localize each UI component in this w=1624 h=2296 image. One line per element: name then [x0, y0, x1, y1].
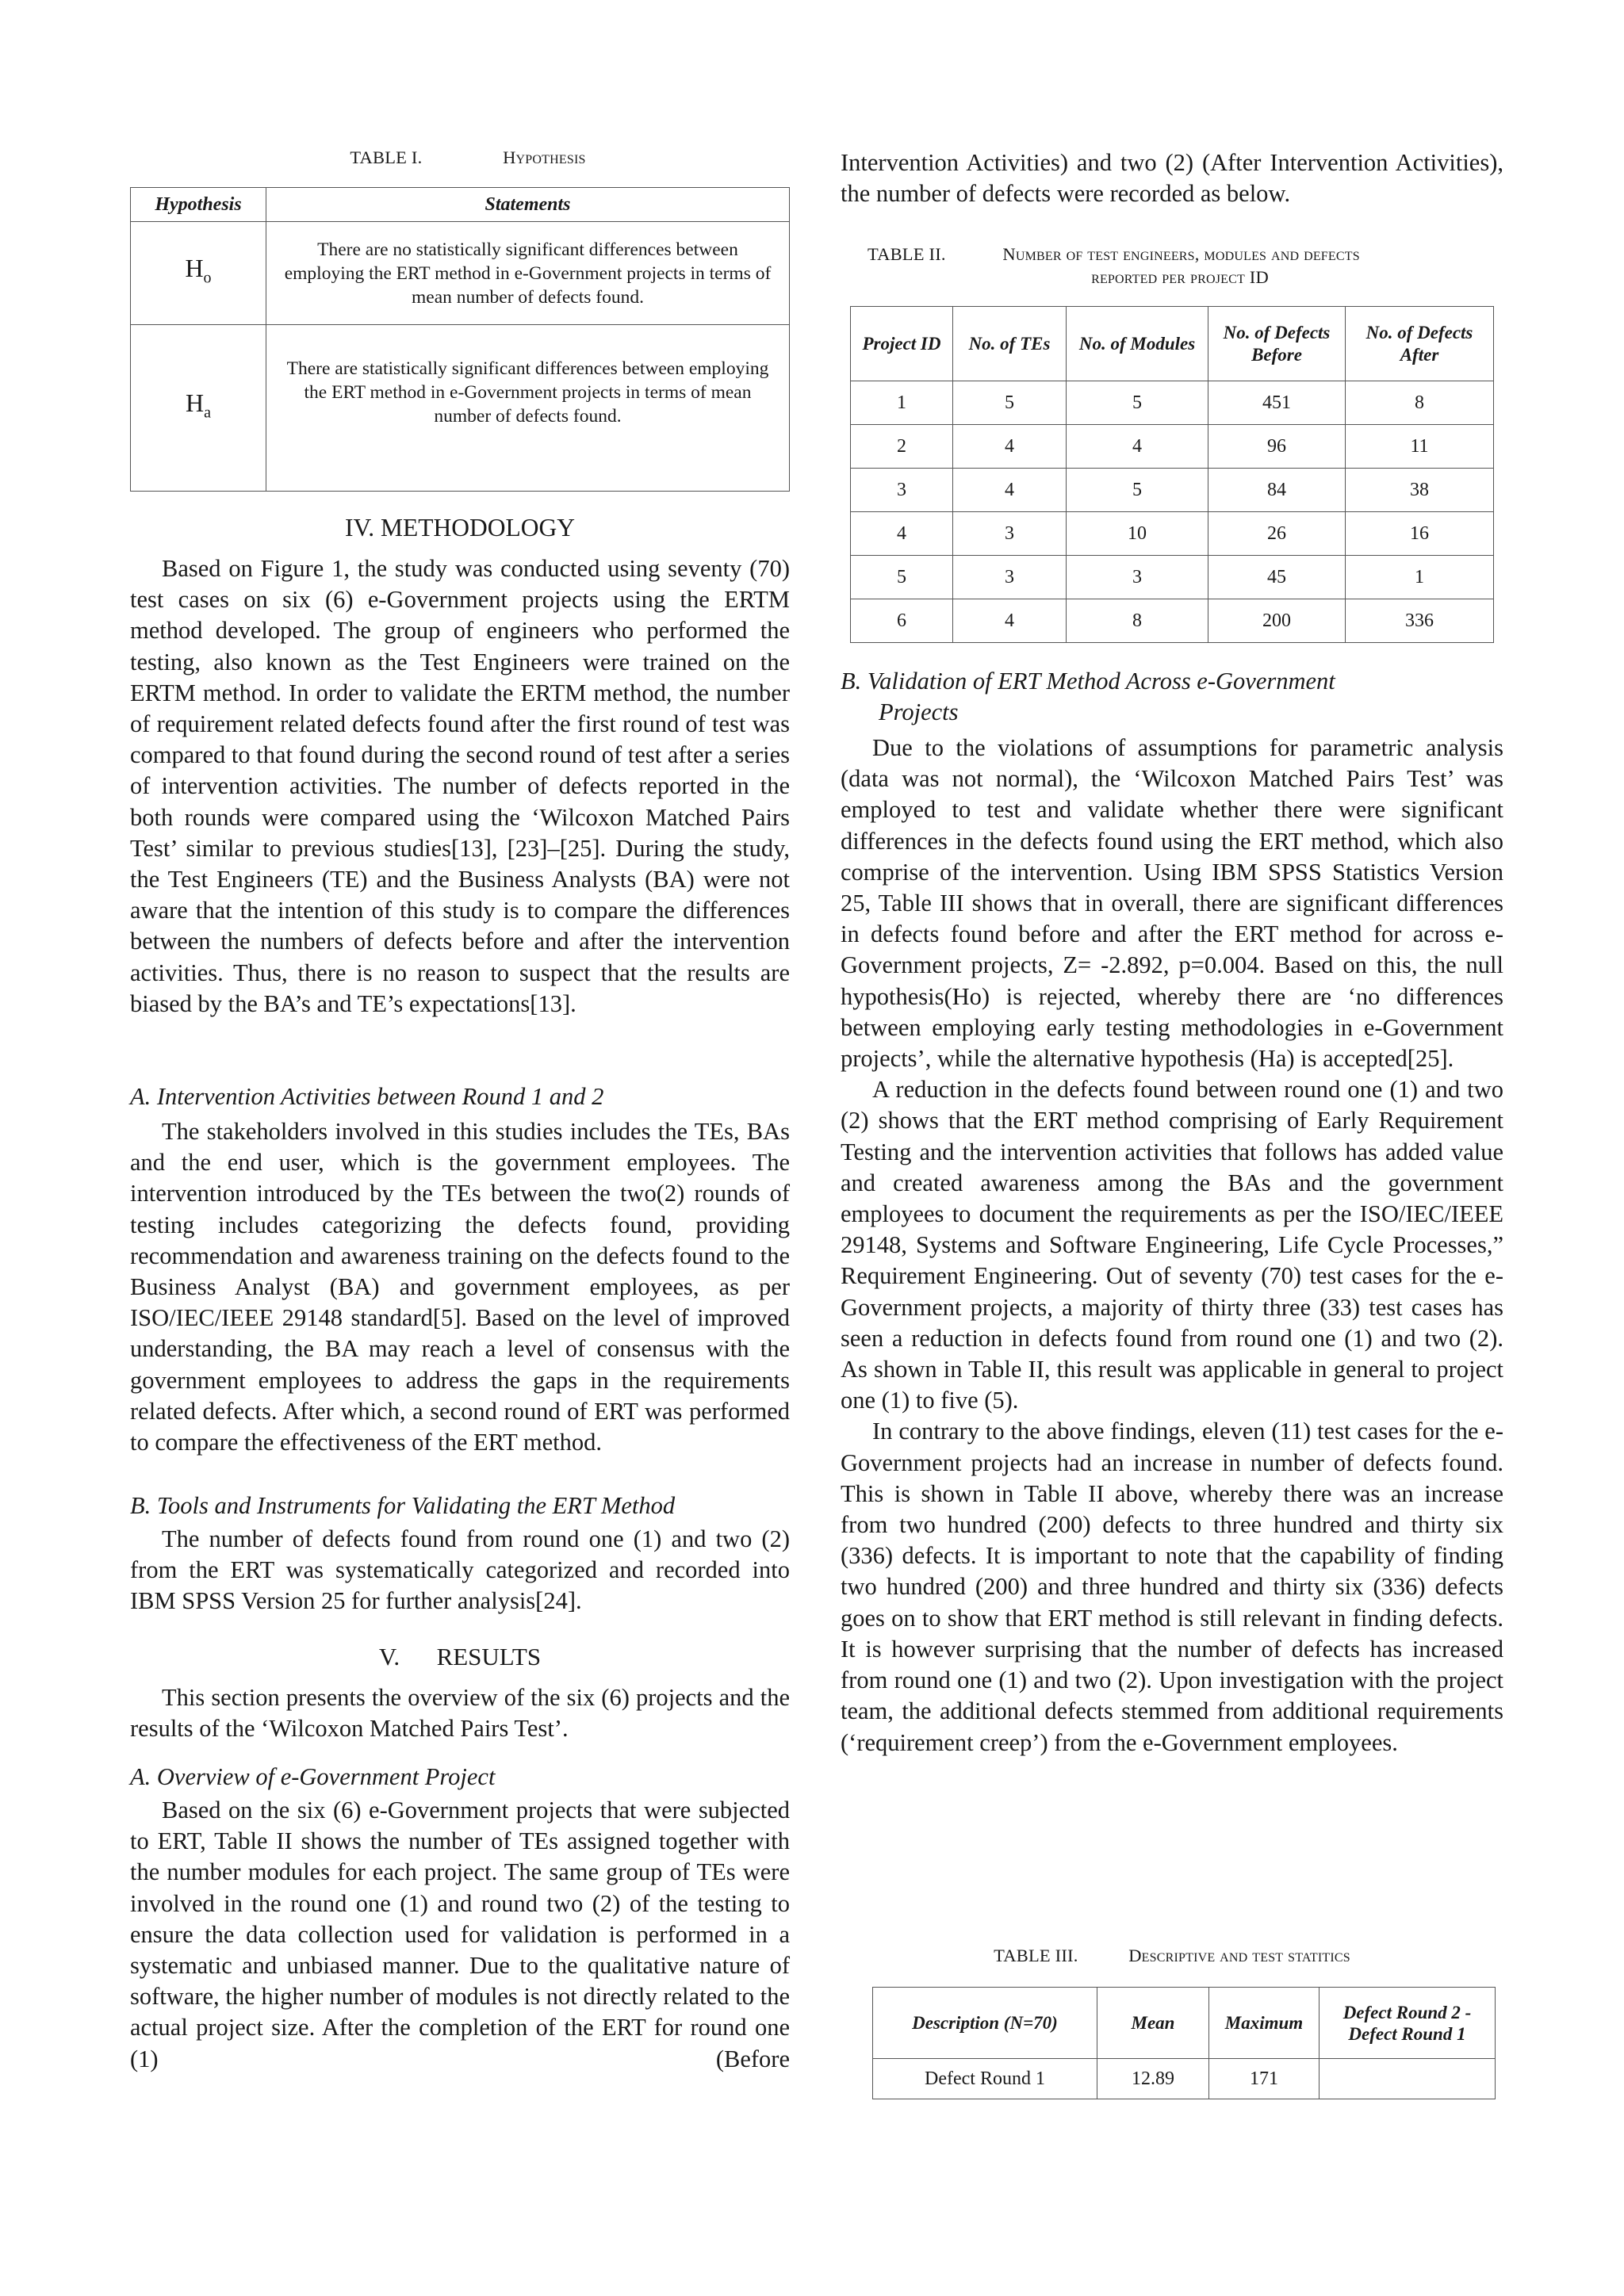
table-cell: 38: [1346, 469, 1494, 512]
table-cell: 336: [1346, 599, 1494, 643]
defects-after-header: No. of Defects After: [1346, 307, 1494, 381]
table1-title: Hypothesis: [503, 147, 586, 167]
project-id-header: Project ID: [851, 307, 953, 381]
table-cell: 11: [1346, 425, 1494, 469]
section-iv-title: IV. METHODOLOGY: [345, 514, 575, 541]
table-row: [851, 556, 1494, 599]
subsection-validation-title-line2: Projects: [879, 698, 959, 725]
statements-header: Statements: [266, 188, 790, 222]
difference-header: Defect Round 2 - Defect Round 1: [1320, 1988, 1496, 2059]
table-row: [851, 469, 1494, 512]
table-cell: 1: [851, 381, 953, 425]
table-cell: 4: [953, 469, 1067, 512]
description-header: Description (N=70): [873, 1988, 1097, 2059]
subsection-overview-title: A. Overview of e-Government Project: [130, 1763, 496, 1790]
table2-title-line2: reported per project ID: [1091, 267, 1269, 287]
table-cell: 10: [1067, 512, 1208, 556]
table3-label: TABLE III.: [994, 1946, 1078, 1965]
methodology-paragraph: Based on Figure 1, the study was conducted using seventy (70) test cases on six (6) e-Government projects using the ERTM method developed. The group of engineers who performed the testing, also known as the Test Engineers were trained on the ERTM method. In order to validate the ERTM method, the number of requirement related defects found after the first round of test was compared to that found during the second round of test after a series of intervention activities. The number of defects reported in the both rounds were compared using the ‘Wilcoxon Matched Pairs Test’ similar to previous studies[13], [23]–[25]. During the study, the Test Engineers (TE) and the Business Analysts (BA) were not aware that the intention of this study is to compare the differences between the numbers of defects before and after the intervention activities. Thus, there is no reason to suspect that the results are biased by the BA’s and TE’s expectations[13].: [130, 555, 790, 1017]
table-cell: 3: [953, 556, 1067, 599]
table-row: [851, 381, 1494, 425]
table-cell: 4: [953, 425, 1067, 469]
overview-paragraph: Based on the six (6) e-Government projects that were subjected to ERT, Table II shows the number of TEs assigned together with the number modules for each project. The same group of TEs were involved in the round one (1) and round two (2) of the testing to ensure the data collection used for validation is performed in a systematic and unbiased manner. Due to the qualitative nature of software, the higher number of modules is not directly related to the actual project size. After the completion of the ERT for round one (1) (Before: [130, 1797, 790, 2072]
table-cell: 26: [1208, 512, 1346, 556]
table2-title-line1: Number of test engineers, modules and defects: [1002, 244, 1360, 264]
hypothesis-header: Hypothesis: [131, 188, 266, 222]
table-cell: 6: [851, 599, 953, 643]
projects-table: [850, 306, 1494, 643]
table-cell: 3: [1067, 556, 1208, 599]
table-cell: 8: [1346, 381, 1494, 425]
table-cell: 84: [1208, 469, 1346, 512]
results-intro-paragraph: This section presents the overview of the six (6) projects and the results of the ‘Wilcoxon Matched Pairs Test’.: [130, 1684, 790, 1743]
hypothesis-table: [130, 187, 790, 492]
table-cell: 171: [1209, 2059, 1320, 2099]
hypothesis-symbol: $H_a$: [131, 325, 266, 492]
intervention-paragraph: The stakeholders involved in this studies includes the TEs, BAs and the end user, which is the government employees. The intervention introduced by the TEs between the two(2) rounds of testing includes categorizing the defects found, providing recommendation and awareness training on the defects found to the Business Analyst (BA) and government employees, as per ISO/IEC/IEEE 29148 standard[5]. Based on the level of improved understanding, the BA may reach a level of consensus with the government employees to address the gaps in the requirements related defects. After which, a second round of ERT was performed to compare the effectiveness of the ERT method.: [130, 1118, 790, 1456]
table-cell: 3: [851, 469, 953, 512]
table-row: [851, 425, 1494, 469]
table-cell: [1320, 2059, 1496, 2099]
table-cell: 3: [953, 512, 1067, 556]
validation-paragraph-1: Due to the violations of assumptions for parametric analysis (data was not normal), the ‘Wilcoxon Matched Pairs Test’ was employed to test and validate whether there were significant differences in the defects found using the ERT method, which also comprise of the intervention. Using IBM SPSS Statistics Version 25, Table III shows that in overall, there are significant differences in defects found before and after the ERT method for across e-Government projects, Z= -2.892, p=0.004. Based on this, the null hypothesis(Ho) is rejected, whereby there are ‘no differences between employing early testing methodologies in e-Government projects’, while the alternative hypothesis (Ha) is accepted[25].: [841, 734, 1503, 1073]
validation-paragraph-3: In contrary to the above findings, eleven (11) test cases for the e-Government projects had an increase in number of defects found. This is shown in Table II above, whereby there was an increase from two hundred (200) defects to three hundred and thirty six (336) defects. It is important to note that the capability of finding two hundred (200) and three hundred and thirty six (336) defects goes on to show that ERT method is still relevant in finding defects. It is however surprising that the number of defects has increased from round one (1) and two (2). Upon investigation with the project team, the additional defects stemmed from additional requirements (‘requirement creep’) from the e-Government employees.: [841, 1418, 1503, 1756]
table-cell: 2: [851, 425, 953, 469]
table3-caption: [841, 1946, 1503, 1966]
num-tes-header: No. of TEs: [953, 307, 1067, 381]
subsection-b-title: B. Tools and Instruments for Validating the ERT Method: [130, 1492, 676, 1519]
table-cell: 451: [1208, 381, 1346, 425]
table-cell: 4: [1067, 425, 1208, 469]
table-cell: 1: [1346, 556, 1494, 599]
table1-caption: [130, 147, 790, 168]
table-row: [873, 2059, 1496, 2099]
table-cell: 4: [953, 599, 1067, 643]
table-cell: 45: [1208, 556, 1346, 599]
table-cell: Defect Round 1: [873, 2059, 1097, 2099]
table-cell: 4: [851, 512, 953, 556]
table-cell: 5: [851, 556, 953, 599]
table2-caption: [841, 243, 1503, 289]
table-cell: 200: [1208, 599, 1346, 643]
statistics-table: [872, 1987, 1496, 2099]
table-cell: 5: [953, 381, 1067, 425]
table-cell: 96: [1208, 425, 1346, 469]
num-modules-header: No. of Modules: [1067, 307, 1208, 381]
overview-paragraph-continued: Intervention Activities) and two (2) (After Intervention Activities), the number of defects were recorded as below.: [841, 149, 1503, 208]
defects-before-header: No. of Defects Before: [1208, 307, 1346, 381]
mean-header: Mean: [1097, 1988, 1209, 2059]
table-row: [131, 325, 790, 492]
hypothesis-statement: There are no statistically significant differences between employing the ERT method in e-Government projects in terms of mean number of defects found.: [266, 222, 790, 325]
table1-label: TABLE I.: [350, 147, 423, 167]
table-cell: 12.89: [1097, 2059, 1209, 2099]
table3-title: Descriptive and test statitics: [1128, 1946, 1350, 1965]
table-cell: 5: [1067, 469, 1208, 512]
hypothesis-symbol: $H_o$: [131, 222, 266, 325]
table-row: [851, 512, 1494, 556]
section-v-title: V. RESULTS: [378, 1643, 542, 1670]
maximum-header: Maximum: [1209, 1988, 1320, 2059]
table-cell: 8: [1067, 599, 1208, 643]
table-row: [851, 599, 1494, 643]
table-cell: 16: [1346, 512, 1494, 556]
tools-paragraph: The number of defects found from round one (1) and two (2) from the ERT was systematically categorized and recorded into IBM SPSS Version 25 for further analysis[24].: [130, 1525, 790, 1615]
table-row: [131, 222, 790, 325]
subsection-a-title: A. Intervention Activities between Round 1 and 2: [130, 1083, 604, 1110]
table-cell: 5: [1067, 381, 1208, 425]
hypothesis-statement: There are statistically significant differences between employing the ERT method in e-Government projects in terms of mean number of defects found.: [266, 325, 790, 492]
validation-paragraph-2: A reduction in the defects found between round one (1) and two (2) shows that the ERT method comprising of Early Requirement Testing and the intervention activities that follows has added value and created awareness among the BAs and the government employees to document the requirements as per the ISO/IEC/IEEE 29148, Systems and Software Engineering, Life Cycle Processes,” Requirement Engineering. Out of seventy (70) test cases for the e-Government projects, a majority of thirty three (33) test cases has seen a reduction in defects found from round one (1) and two (2). As shown in Table II, this result was applicable in general to project one (1) to five (5).: [841, 1076, 1503, 1414]
subsection-validation-title-line1: B. Validation of ERT Method Across e-Government: [841, 668, 1335, 695]
table2-label: TABLE II.: [868, 244, 946, 264]
